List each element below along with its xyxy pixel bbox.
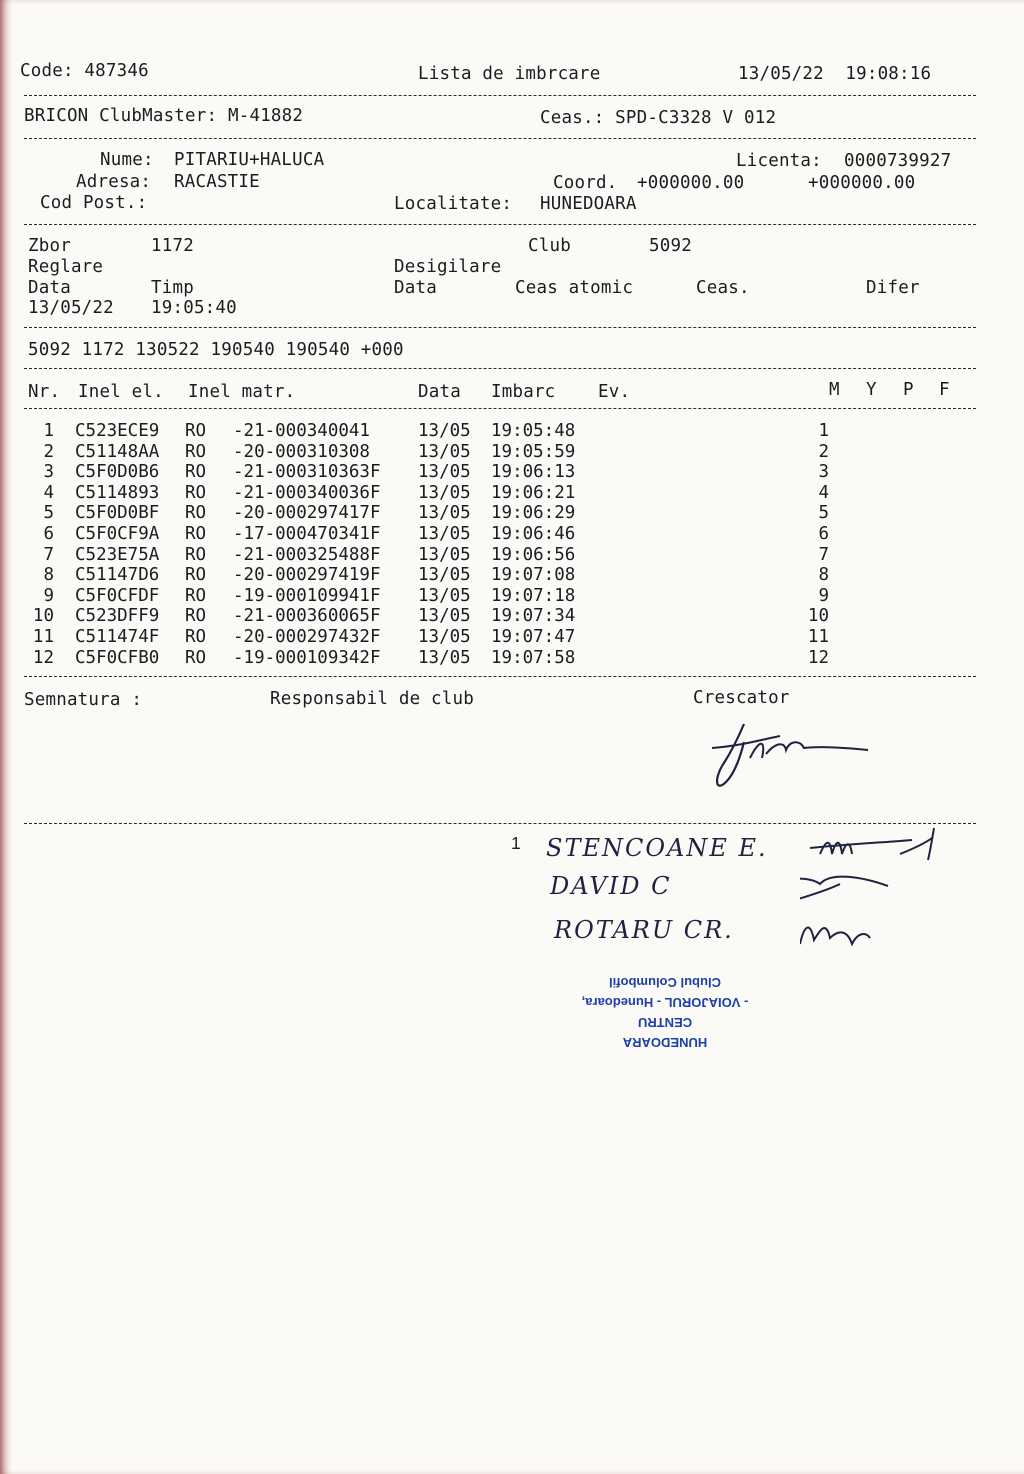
cell-inel-matr: -20-000310308 [233,441,381,462]
cell-nr: 4 [43,482,54,503]
summary-line: 5092 1172 130522 190540 190540 +000 [28,340,404,360]
table-row [0,586,1000,607]
stamp-line-4: Clubul Columbofil [609,975,721,990]
coord-lat: +000000.00 [637,173,745,193]
postal-code-label: Cod Post.: [40,193,148,213]
setting-label: Reglare [28,257,104,277]
cell-data: 13/05 [418,647,471,668]
cell-inel-el: C5114893 [75,482,160,503]
col-inel-el: Inel el. [78,382,164,402]
divider [24,368,976,369]
cell-data: 13/05 [418,544,471,565]
table-row [0,545,1000,566]
cell-cc: RO [185,544,207,565]
setting-time: 19:05:40 [151,298,237,318]
difference-label: Difer [866,278,920,298]
divider [24,327,976,328]
cell-nr: 6 [43,524,54,544]
cell-m: 6 [818,524,829,544]
cell-m: 11 [807,627,829,647]
divider [24,95,976,96]
handwritten-name-2: DAVID C [550,872,672,900]
cell-m: 12 [807,647,829,668]
code-label: Code: 487346 [20,61,149,81]
date-label-2: Data [394,278,437,298]
cell-data: 13/05 [418,606,471,627]
cell-nr: 3 [43,462,54,483]
cell-inel-el: C5F0CFB0 [75,647,160,668]
cell-imbarc: 19:06:46 [491,524,576,544]
handwritten-number: 1 [511,833,521,853]
cell-cc: RO [185,441,207,462]
club-label: Club [528,236,571,256]
cell-cc: RO [185,503,207,524]
cell-nr: 5 [43,503,54,524]
cell-data: 13/05 [418,462,471,483]
col-y: Y [866,380,877,400]
cell-imbarc: 19:06:56 [491,544,576,565]
name-label: Nume: [100,150,154,170]
address-label: Adresa: [76,172,152,192]
cell-cc: RO [185,524,207,544]
print-datetime: 13/05/22 19:08:16 [738,64,932,84]
cell-nr: 2 [43,441,54,462]
table-row [0,483,1000,504]
breeder-label: Crescator [693,688,790,708]
unsealing-label: Desigilare [394,257,502,277]
cell-inel-matr: -20-000297417F [233,503,381,524]
breeder-signature [700,718,880,798]
cell-data: 13/05 [418,421,471,441]
cell-imbarc: 19:07:58 [491,647,576,668]
clock-id: Ceas.: SPD-C3328 V 012 [540,108,777,128]
cell-inel-el: C5F0D0B6 [75,462,160,483]
cell-inel-matr: -21-000310363F [233,462,381,483]
flight-number: 1172 [151,236,194,256]
col-m: M [829,380,840,400]
cell-inel-el: C5F0CF9A [75,524,160,544]
table-row [0,606,1000,627]
table-row [0,503,1000,524]
cell-m: 5 [818,503,829,524]
cell-cc: RO [185,565,207,586]
stamp-line-3: - VOIAJORUL - Hunedoara, [581,995,749,1010]
table-row [0,442,1000,463]
cell-nr: 7 [43,544,54,565]
cell-imbarc: 19:07:08 [491,565,576,586]
cell-m: 8 [818,565,829,586]
signature-label: Semnatura : [24,690,143,710]
cell-imbarc: 19:07:18 [491,585,576,606]
col-f: F [939,380,950,400]
flight-label: Zbor [28,236,71,256]
cell-cc: RO [185,585,207,606]
col-imbarc: Imbarc [491,382,556,402]
coord-lon: +000000.00 [808,173,916,193]
cell-inel-matr: -19-000109941F [233,585,381,606]
date-label: Data [28,278,71,298]
cell-m: 9 [818,585,829,606]
cell-data: 13/05 [418,524,471,544]
handwritten-name-1: STENCOANE E. [546,834,768,862]
cell-imbarc: 19:07:47 [491,627,576,647]
cell-imbarc: 19:07:34 [491,606,576,627]
col-ev: Ev. [598,382,631,402]
table-row [0,565,1000,586]
stamp-line-1: HUNEDOARA [622,1035,708,1050]
cell-nr: 1 [43,421,54,441]
cell-inel-el: C51148AA [75,441,160,462]
cell-inel-matr: -21-000340036F [233,482,381,503]
setting-date: 13/05/22 [28,298,114,318]
cell-inel-matr: -21-000340041 [233,421,381,441]
divider [24,224,976,225]
cell-imbarc: 19:05:48 [491,421,576,441]
table-row [0,648,1000,669]
divider [24,138,976,139]
col-p: P [903,380,914,400]
cell-imbarc: 19:06:13 [491,462,576,483]
owner-name: PITARIU+HALUCA [174,150,325,170]
cell-nr: 9 [43,585,54,606]
cell-data: 13/05 [418,482,471,503]
cell-m: 2 [818,441,829,462]
owner-address: RACASTIE [174,172,260,192]
handwritten-name-3: ROTARU CR. [554,916,734,944]
cell-inel-matr: -20-000297432F [233,627,381,647]
cell-inel-el: C51147D6 [75,565,160,586]
cell-data: 13/05 [418,565,471,586]
stamp-line-2: CENTRU [637,1015,693,1030]
cell-inel-matr: -19-000109342F [233,647,381,668]
cell-cc: RO [185,606,207,627]
table-row [0,524,1000,545]
table-row [0,462,1000,483]
divider [24,408,976,409]
document-title: Lista de imbrcare [418,64,601,84]
col-inel-matr: Inel matr. [188,382,296,402]
divider [24,676,976,677]
cell-inel-el: C5F0CFDF [75,585,160,606]
cell-inel-el: C511474F [75,627,160,647]
cell-m: 7 [818,544,829,565]
cell-inel-el: C5F0D0BF [75,503,160,524]
cell-nr: 11 [32,627,54,647]
cell-nr: 10 [32,606,54,627]
time-label: Timp [151,278,194,298]
cell-cc: RO [185,627,207,647]
table-row [0,627,1000,648]
cell-data: 13/05 [418,627,471,647]
cell-nr: 8 [43,565,54,586]
cell-m: 1 [818,421,829,441]
cell-data: 13/05 [418,441,471,462]
cell-imbarc: 19:06:29 [491,503,576,524]
clubmaster-id: BRICON ClubMaster: M-41882 [24,106,304,126]
cell-cc: RO [185,482,207,503]
clock-label: Ceas. [696,278,750,298]
locality-label: Localitate: [394,194,513,214]
table-row [0,421,1000,442]
cell-nr: 12 [32,647,54,668]
cell-inel-matr: -20-000297419F [233,565,381,586]
committee-signatures [800,820,970,970]
cell-inel-el: C523ECE9 [75,421,160,441]
cell-cc: RO [185,421,207,441]
cell-data: 13/05 [418,585,471,606]
locality: HUNEDOARA [540,194,637,214]
cell-inel-el: C523E75A [75,544,160,565]
cell-imbarc: 19:05:59 [491,441,576,462]
cell-m: 3 [818,462,829,483]
col-nr: Nr. [28,382,61,402]
cell-m: 4 [818,482,829,503]
col-data: Data [418,382,461,402]
cell-inel-matr: -17-000470341F [233,524,381,544]
cell-inel-matr: -21-000360065F [233,606,381,627]
cell-cc: RO [185,647,207,668]
cell-imbarc: 19:06:21 [491,482,576,503]
coord-label: Coord. [553,173,618,193]
license-number: 0000739927 [844,151,952,171]
cell-cc: RO [185,462,207,483]
license-label: Licenta: [736,151,822,171]
club-responsible-label: Responsabil de club [270,689,474,709]
cell-data: 13/05 [418,503,471,524]
cell-inel-el: C523DFF9 [75,606,160,627]
club-stamp [560,962,770,1052]
cell-m: 10 [807,606,829,627]
club-number: 5092 [649,236,692,256]
atomic-clock-label: Ceas atomic [515,278,634,298]
cell-inel-matr: -21-000325488F [233,544,381,565]
